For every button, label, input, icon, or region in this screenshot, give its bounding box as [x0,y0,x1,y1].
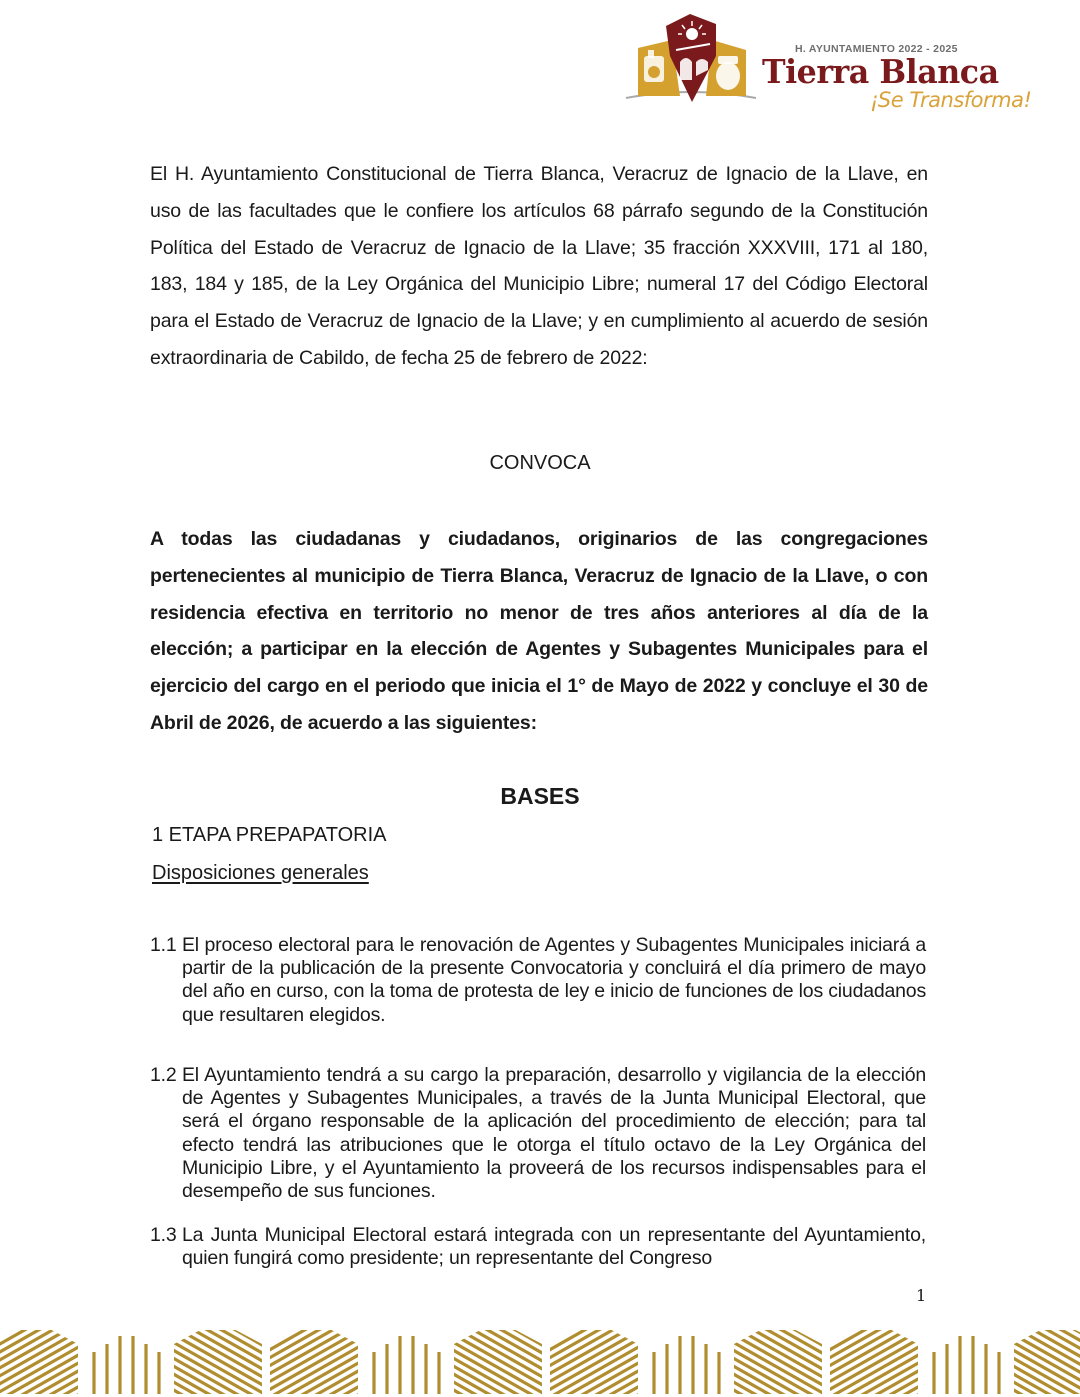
border-stripe-group [94,1336,159,1394]
item-text: El proceso electoral para le renovación de Agentes y Subagentes Municipales iniciará a partir de la publicación de la presente Convocatoria y concluirá el día primero de mayo del año en curso, con la toma de protesta de ley e inicio de funciones de los ciudadanos que resultaren elegidos. [182,934,926,1026]
municipal-logo [620,10,1032,120]
list-item [150,1064,926,1203]
bases-heading: BASES [500,783,580,809]
list-item [150,934,926,1027]
border-stripe-group [330,1320,690,1397]
logo-subtitle: H. AYUNTAMIENTO 2022 - 2025 [795,43,958,55]
emblem-icon [620,10,760,110]
item-number: 1.3 [150,1224,177,1246]
border-stripe-group [50,1320,410,1397]
convoca-heading: CONVOCA [489,452,591,474]
call-paragraph: A todas las ciudadanas y ciudadanos, originarios de las congregaciones pertenecientes al municipio de Tierra Blanca, Veracruz de Ignacio de la Llave, o con residencia efectiva en territorio no menor de tres años anteriores al día de la elección; a participar en la elección de Agentes y Subagentes Municipales para el ejercicio del cargo en el periodo que inicia el 1° de Mayo de 2022 y concluye el 30 de Abril de 2026, de acuerdo a las siguientes: [150,528,928,734]
logo-tagline: ¡Se Transforma! [870,88,1032,112]
border-stripe-group [654,1336,719,1394]
item-number: 1.1 [150,934,177,956]
border-stripe-group [934,1336,999,1394]
subsection-title: Disposiciones generales [152,862,369,884]
item-number: 1.2 [150,1064,177,1086]
intro-paragraph: El H. Ayuntamiento Constitucional de Tierra Blanca, Veracruz de Ignacio de la Llave, en uso de las facultades que le confiere los artículos 68 párrafo segundo de la Constitución Política del Estado de Veracruz de Ignacio de la Llave; 35 fracción XXXVIII, 171 al 180, 183, 184 y 185, de la Ley Orgánica del Municipio Libre; numeral 17 del Código Electoral para el Estado de Veracruz de Ignacio de la Llave; y en cumplimiento al acuerdo de sesión extraordinaria de Cabildo, de fecha 25 de febrero de 2022: [150,163,928,369]
decorative-border [0,1314,1080,1397]
list-item [150,1224,926,1270]
item-text: El Ayuntamiento tendrá a su cargo la preparación, desarrollo y vigilancia de la elección de Agentes y Subagentes Municipales, a través de la Junta Municipal Electoral, que será el órgano responsable de la aplicación del procedimiento de elección; para tal efecto tendrá las atribuciones que le otorga el título octavo de la Ley Orgánica del Municipio Libre, y el Ayuntamiento la proveerá de los recursos indispensables para el desempeño de sus funciones. [182,1064,926,1203]
page-number: 1 [916,1286,927,1305]
logo-title: Tierra Blanca [762,52,999,91]
border-stripe-group [374,1336,439,1394]
border-stripe-group [610,1320,970,1397]
section-title: 1 ETAPA PREPAPATORIA [152,824,387,846]
item-text: La Junta Municipal Electoral estará integrada con un representante del Ayuntamiento, quien fungirá como presidente; un representante del Congreso [182,1224,926,1270]
